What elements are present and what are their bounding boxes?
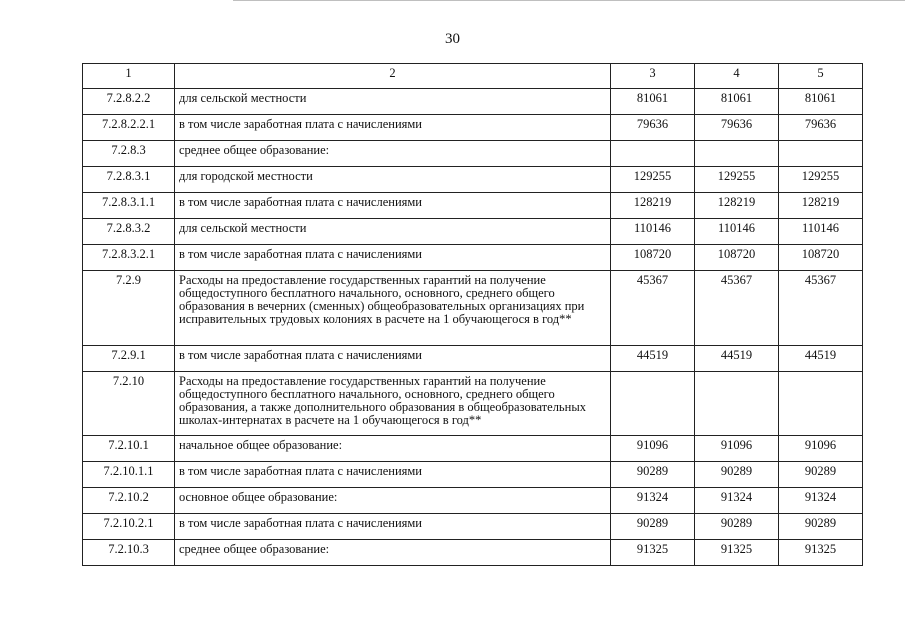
- row-description-cell: в том числе заработная плата с начислениями: [175, 245, 611, 271]
- budget-table: [82, 63, 863, 566]
- row-value-col4-cell: 90289: [695, 514, 779, 540]
- table-row: [83, 219, 863, 245]
- row-description-cell: в том числе заработная плата с начислениями: [175, 115, 611, 141]
- row-description-cell: в том числе заработная плата с начислениями: [175, 346, 611, 372]
- header-cell: 4: [695, 64, 779, 89]
- row-value-col3-cell: 79636: [611, 115, 695, 141]
- row-value-col3-cell: [611, 141, 695, 167]
- row-code-cell: 7.2.8.3.2: [83, 219, 175, 245]
- row-code-cell: 7.2.8.3.1: [83, 167, 175, 193]
- row-value-col4-cell: 91325: [695, 540, 779, 566]
- table-row: [83, 89, 863, 115]
- table-row: [83, 540, 863, 566]
- row-value-col5-cell: 81061: [779, 89, 863, 115]
- row-description-cell: для сельской местности: [175, 219, 611, 245]
- row-value-col3-cell: 81061: [611, 89, 695, 115]
- row-value-col5-cell: 45367: [779, 271, 863, 346]
- table-row: [83, 115, 863, 141]
- row-description-cell: Расходы на предоставление государственных гарантий на получение общедоступного бесплатного начального, основного, среднего общего образования, а также дополнительного образования в общеобразовательных школах-интернатах в расчете на 1 обучающегося в год**: [175, 372, 611, 436]
- row-code-cell: 7.2.10.1.1: [83, 462, 175, 488]
- row-value-col3-cell: 90289: [611, 514, 695, 540]
- row-code-cell: 7.2.9: [83, 271, 175, 346]
- row-description-cell: начальное общее образование:: [175, 436, 611, 462]
- row-value-col4-cell: 45367: [695, 271, 779, 346]
- row-value-col4-cell: 90289: [695, 462, 779, 488]
- row-value-col3-cell: 110146: [611, 219, 695, 245]
- table-row: [83, 141, 863, 167]
- row-value-col3-cell: [611, 372, 695, 436]
- table-row: [83, 193, 863, 219]
- row-description-cell: среднее общее образование:: [175, 141, 611, 167]
- row-value-col5-cell: 44519: [779, 346, 863, 372]
- row-value-col3-cell: 91096: [611, 436, 695, 462]
- row-description-cell: Расходы на предоставление государственных гарантий на получение общедоступного бесплатного начального, основного, среднего общего образования в вечерних (сменных) общеобразовательных организациях при исправительных трудовых колониях в расчете на 1 обучающегося в год**: [175, 271, 611, 346]
- row-value-col3-cell: 44519: [611, 346, 695, 372]
- row-value-col5-cell: 128219: [779, 193, 863, 219]
- table-row: [83, 436, 863, 462]
- row-description-cell: основное общее образование:: [175, 488, 611, 514]
- row-code-cell: 7.2.8.3.1.1: [83, 193, 175, 219]
- page-number: 30: [445, 31, 460, 47]
- row-value-col3-cell: 108720: [611, 245, 695, 271]
- table-header-row: [83, 64, 863, 89]
- table-row: [83, 462, 863, 488]
- header-cell: 3: [611, 64, 695, 89]
- row-code-cell: 7.2.10: [83, 372, 175, 436]
- row-value-col5-cell: [779, 141, 863, 167]
- row-value-col5-cell: 110146: [779, 219, 863, 245]
- row-value-col3-cell: 129255: [611, 167, 695, 193]
- row-code-cell: 7.2.10.1: [83, 436, 175, 462]
- row-description-cell: для городской местности: [175, 167, 611, 193]
- row-description-cell: в том числе заработная плата с начислениями: [175, 514, 611, 540]
- row-value-col3-cell: 90289: [611, 462, 695, 488]
- row-code-cell: 7.2.8.2.2.1: [83, 115, 175, 141]
- row-description-cell: в том числе заработная плата с начислениями: [175, 193, 611, 219]
- table-row: [83, 488, 863, 514]
- table-row: [83, 271, 863, 346]
- row-value-col3-cell: 128219: [611, 193, 695, 219]
- row-description-cell: в том числе заработная плата с начислениями: [175, 462, 611, 488]
- table-row: [83, 167, 863, 193]
- row-code-cell: 7.2.10.3: [83, 540, 175, 566]
- row-value-col4-cell: [695, 372, 779, 436]
- row-value-col4-cell: 108720: [695, 245, 779, 271]
- header-cell: 1: [83, 64, 175, 89]
- row-value-col5-cell: 90289: [779, 462, 863, 488]
- row-value-col4-cell: 128219: [695, 193, 779, 219]
- row-code-cell: 7.2.10.2.1: [83, 514, 175, 540]
- row-value-col5-cell: 91325: [779, 540, 863, 566]
- row-code-cell: 7.2.9.1: [83, 346, 175, 372]
- row-code-cell: 7.2.8.3: [83, 141, 175, 167]
- row-value-col5-cell: 90289: [779, 514, 863, 540]
- top-rule: [233, 0, 905, 1]
- table-row: [83, 346, 863, 372]
- row-value-col4-cell: [695, 141, 779, 167]
- row-value-col4-cell: 91096: [695, 436, 779, 462]
- row-value-col5-cell: 129255: [779, 167, 863, 193]
- row-description-cell: среднее общее образование:: [175, 540, 611, 566]
- row-value-col5-cell: 91096: [779, 436, 863, 462]
- row-value-col4-cell: 44519: [695, 346, 779, 372]
- header-cell: 2: [175, 64, 611, 89]
- table-row: [83, 245, 863, 271]
- table-row: [83, 514, 863, 540]
- row-code-cell: 7.2.8.3.2.1: [83, 245, 175, 271]
- row-value-col5-cell: 108720: [779, 245, 863, 271]
- row-value-col4-cell: 110146: [695, 219, 779, 245]
- row-code-cell: 7.2.8.2.2: [83, 89, 175, 115]
- row-value-col5-cell: 79636: [779, 115, 863, 141]
- row-value-col4-cell: 91324: [695, 488, 779, 514]
- row-value-col5-cell: [779, 372, 863, 436]
- row-value-col5-cell: 91324: [779, 488, 863, 514]
- row-description-cell: для сельской местности: [175, 89, 611, 115]
- row-value-col4-cell: 129255: [695, 167, 779, 193]
- row-value-col3-cell: 45367: [611, 271, 695, 346]
- row-value-col3-cell: 91324: [611, 488, 695, 514]
- table-row: [83, 372, 863, 436]
- row-value-col4-cell: 81061: [695, 89, 779, 115]
- row-value-col3-cell: 91325: [611, 540, 695, 566]
- row-code-cell: 7.2.10.2: [83, 488, 175, 514]
- header-cell: 5: [779, 64, 863, 89]
- row-value-col4-cell: 79636: [695, 115, 779, 141]
